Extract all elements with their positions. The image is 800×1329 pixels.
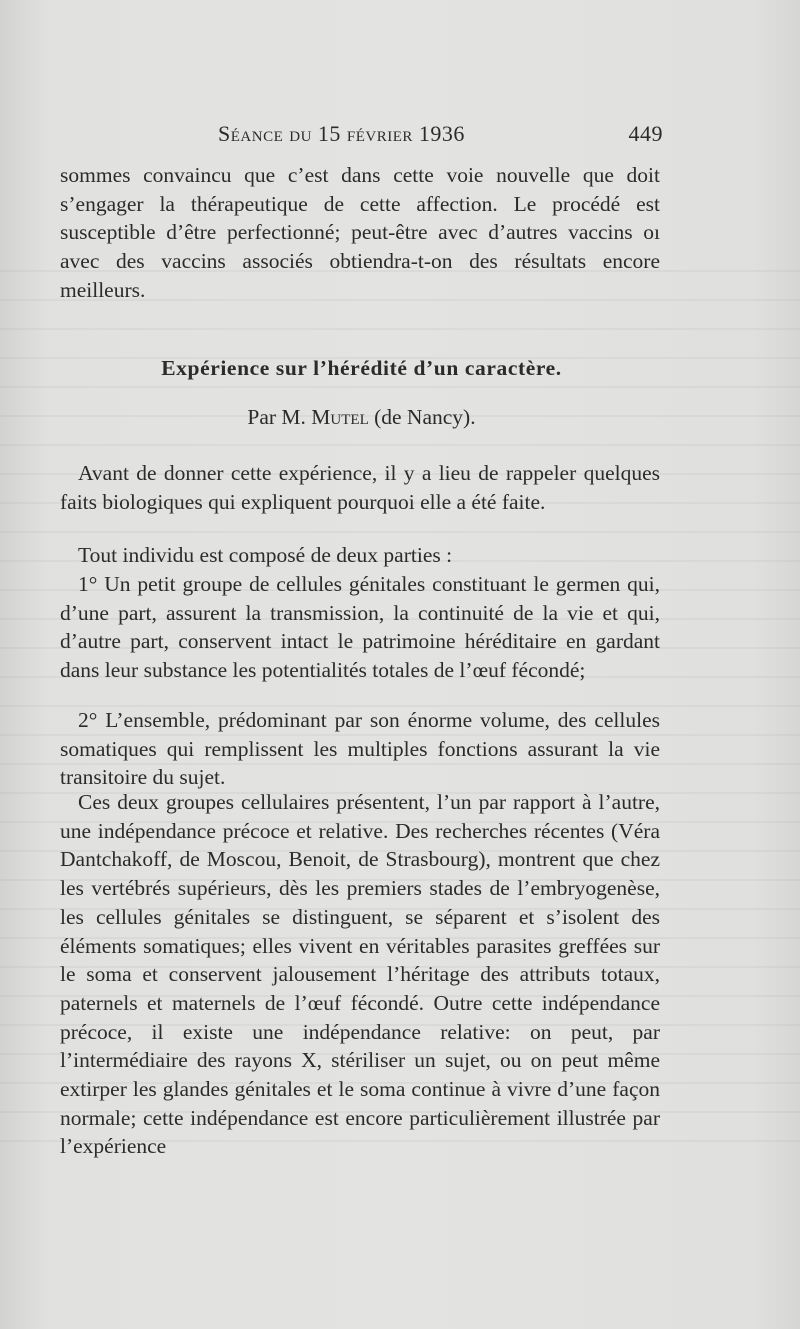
paragraph-item-2: 2° L’ensemble, prédominant par son énorme volume, des cellules somatiques qui remplissent les multiples fonctions assurant la vie transitoire du sujet. [60, 708, 660, 790]
page-number: 449 [628, 121, 663, 146]
byline-prefix: Par M. [247, 405, 306, 429]
running-head [60, 117, 663, 151]
continuation-paragraph: sommes convaincu que c’est dans cette voie nouvelle que doit s’engager la thérapeutique de cette affection. Le procédé est susceptible d’être perfectionné; peut-être avec d’autres vaccins oı avec des vaccins associés obtiendra-t-on des résultats encore meilleurs. [60, 163, 660, 302]
paragraph: Avant de donner cette expérience, il y a lieu de rappeler quelques faits biologiques qui expliquent pourquoi elle a été faite. [60, 461, 660, 514]
paragraph: Tout individu est composé de deux parties : [78, 543, 453, 567]
article-title: Expérience sur l’hérédité d’un caractère. [161, 356, 562, 380]
running-head-title: Séance du 15 février 1936 [218, 121, 465, 146]
byline-suffix: (de Nancy). [374, 405, 476, 429]
paragraph: Ces deux groupes cellulaires présentent, l’un par rapport à l’autre, une indépendance précoce et relative. Des recherches récentes (Véra Dantchakoff, de Moscou, Benoit, de Strasbourg), montrent que chez les vertébrés supérieurs, dès les premiers stades de l’embryogenèse, les cellules génitales se distinguent, se séparent et s’isolent des éléments somatiques; elles vivent en véritables parasites greffées sur le soma et conservent jalousement l’héritage des attributs totaux, paternels et maternels de l’œuf fécondé. Outre cette indépendance précoce, il existe une indépendance relative: on peut, par l’intermédiaire des rayons X, stériliser un sujet, ou on peut même extirper les glandes génitales et le soma continue à vivre d’une façon normale; cette indépendance est encore particulièrement illustrée par l’expérience [60, 790, 660, 1159]
byline [60, 402, 663, 432]
paragraph-item-1: 1° Un petit groupe de cellules génitales constituant le germen qui, d’une part, assurent la transmission, la continuité de la vie et qui, d’autre part, conservent intact le patrimoine héréditaire en gardant dans leur substance les potentialités totales de l’œuf fécondé; [60, 572, 660, 683]
byline-author: Mutel [311, 405, 369, 429]
